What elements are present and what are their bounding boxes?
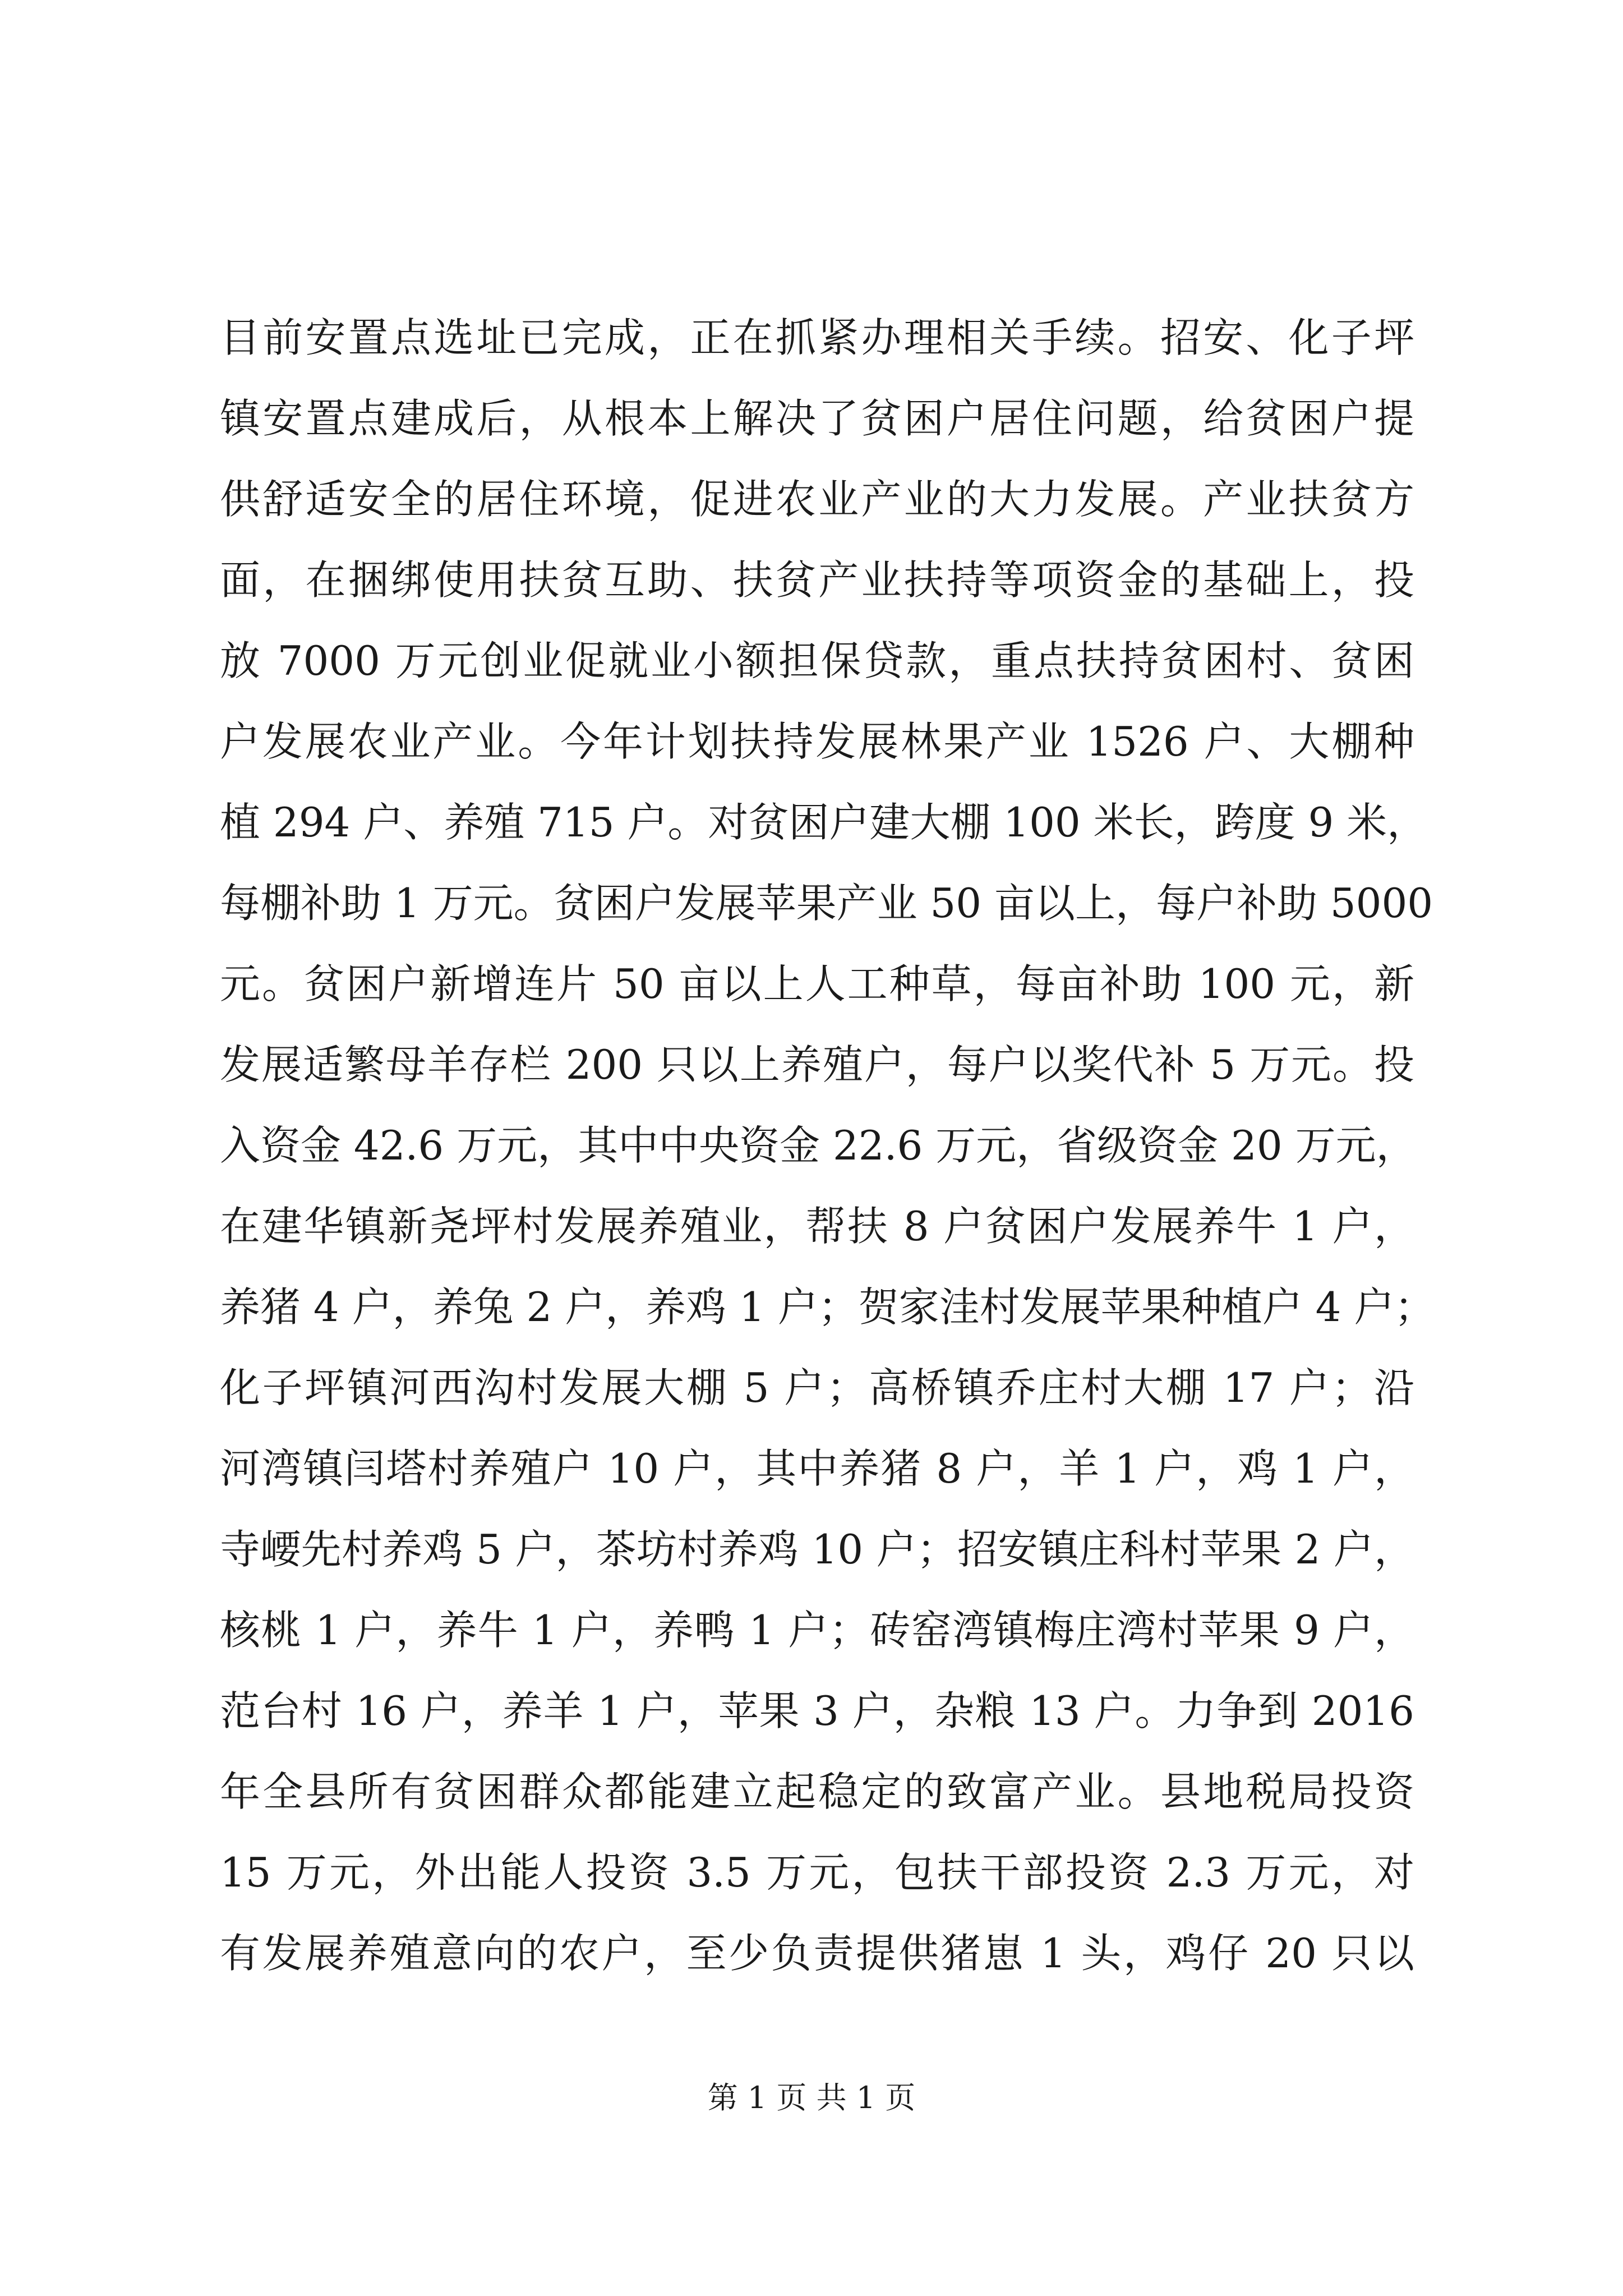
text-line-8: 每棚补助 1 万元。贫困户发展苹果产业 50 亩以上，每户补助 5000 [220,880,1433,927]
text-line-14: 化子坪镇河西沟村发展大棚 5 户；高桥镇乔庄村大棚 17 户；沿 [220,1364,1414,1411]
page-number-label: 第 1 页 共 1 页 [707,2080,916,2115]
text-line-5: 放 7000 万元创业促就业小额担保贷款，重点扶持贫困村、贫困 [220,637,1414,684]
text-line-2: 镇安置点建成后，从根本上解决了贫困户居住问题，给贫困户提 [220,395,1414,442]
text-line-12: 在建华镇新尧坪村发展养殖业，帮扶 8 户贫困户发展养牛 1 户， [220,1203,1414,1250]
text-line-9: 元。贫困户新增连片 50 亩以上人工种草，每亩补助 100 元，新 [220,960,1414,1007]
text-line-7: 植 294 户、养殖 715 户。对贫困户建大棚 100 米长，跨度 9 米， [220,799,1428,846]
text-line-6: 户发展农业产业。今年计划扶持发展林果产业 1526 户、大棚种 [220,718,1414,765]
text-line-20: 15 万元，外出能人投资 3.5 万元，包扶干部投资 2.3 万元，对 [220,1849,1414,1896]
text-line-16: 寺崾先村养鸡 5 户，茶坊村养鸡 10 户；招安镇庄科村苹果 2 户， [220,1526,1414,1573]
text-line-1: 目前安置点选址已完成，正在抓紧办理相关手续。招安、化子坪 [220,314,1414,361]
text-line-17: 核桃 1 户，养牛 1 户，养鸭 1 户；砖窑湾镇梅庄湾村苹果 9 户， [220,1607,1414,1654]
text-line-10: 发展适繁母羊存栏 200 只以上养殖户，每户以奖代补 5 万元。投 [220,1041,1414,1088]
text-line-13: 养猪 4 户，养兔 2 户，养鸡 1 户；贺家洼村发展苹果种植户 4 户； [220,1283,1435,1331]
text-line-3: 供舒适安全的居住环境，促进农业产业的大力发展。产业扶贫方 [220,476,1414,523]
text-line-19: 年全县所有贫困群众都能建立起稳定的致富产业。县地税局投资 [220,1768,1414,1815]
text-line-15: 河湾镇闫塔村养殖户 10 户，其中养猪 8 户，羊 1 户，鸡 1 户， [220,1445,1414,1492]
text-line-21: 有发展养殖意向的农户，至少负责提供猪崽 1 头，鸡仔 20 只以 [220,1930,1414,1977]
text-line-18: 范台村 16 户，养羊 1 户，苹果 3 户，杂粮 13 户。力争到 2016 [220,1687,1414,1734]
text-line-4: 面，在捆绑使用扶贫互助、扶贫产业扶持等项资金的基础上，投 [220,556,1414,604]
text-line-11: 入资金 42.6 万元，其中中央资金 22.6 万元，省级资金 20 万元， [220,1122,1417,1169]
body-paragraph [220,297,1435,1994]
page-footer [0,2078,1623,2118]
